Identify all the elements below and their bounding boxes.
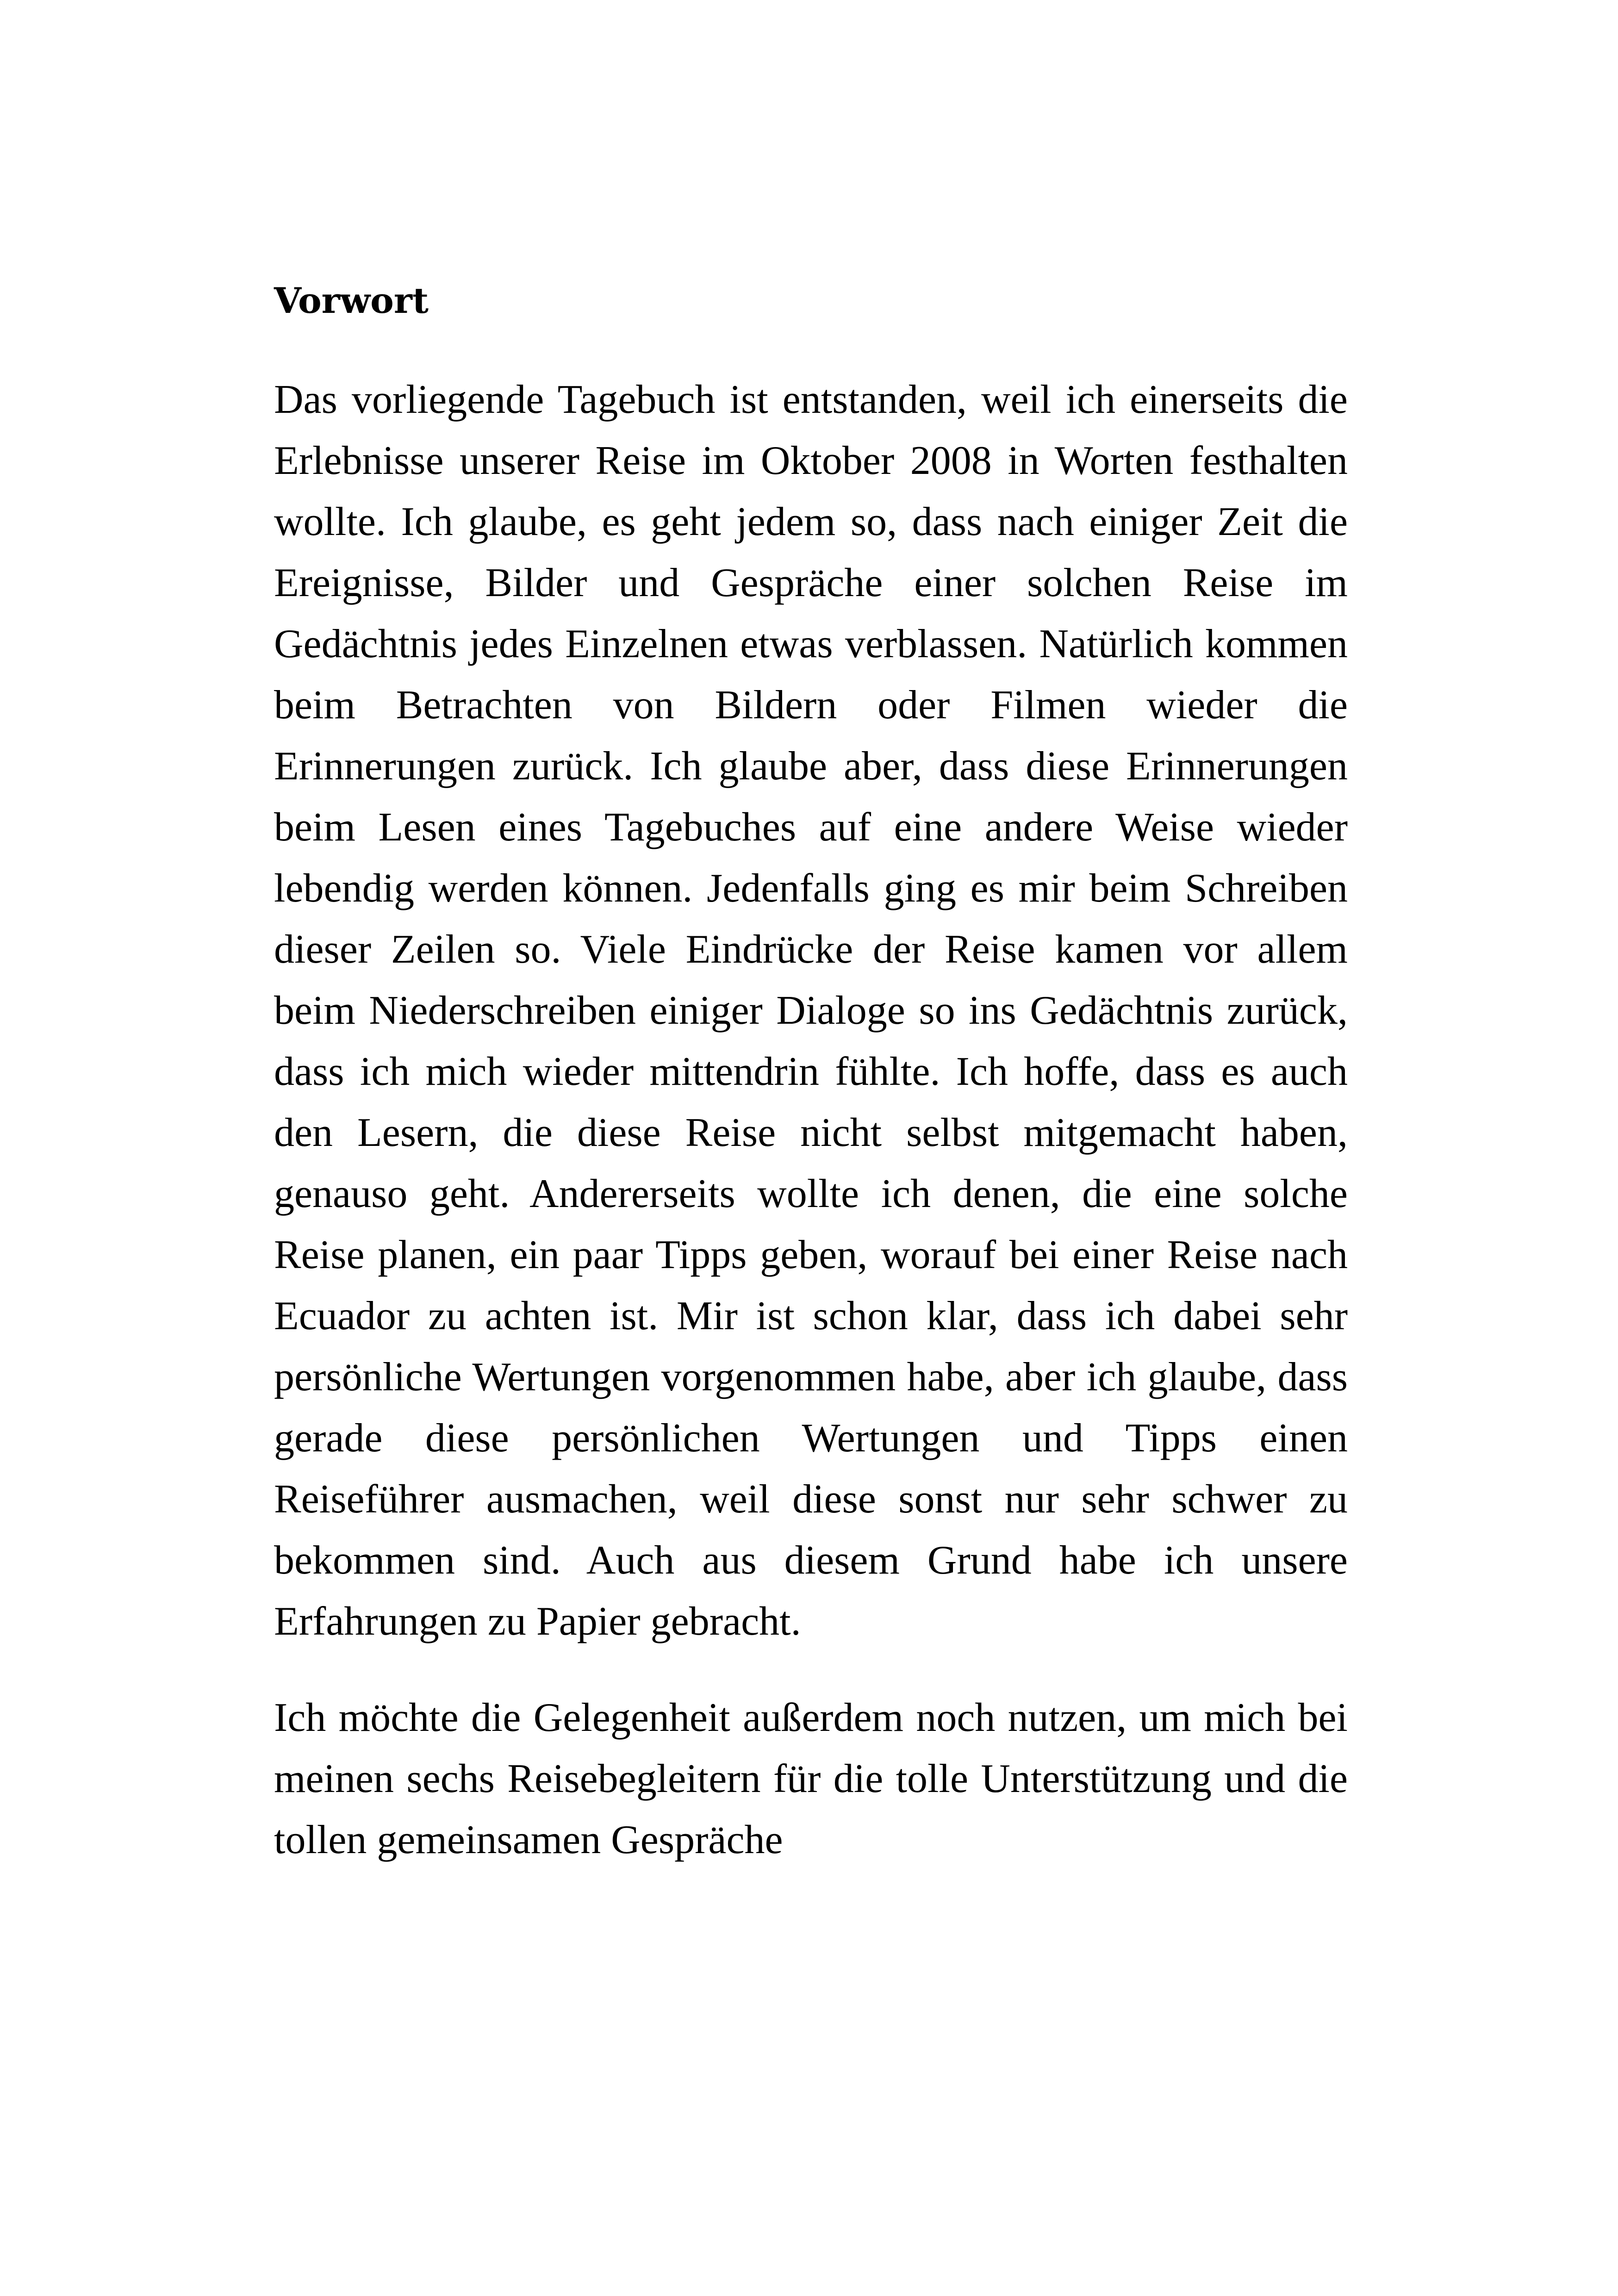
page-content bbox=[274, 271, 1348, 1871]
body-paragraph-1: Das vorliegende Tagebuch ist entstanden, weil ich einerseits die Erlebnisse unserer Reise im Oktober 2008 in Worten festhalten wollte. Ich glaube, es geht jedem so, dass nach einiger Zeit die Ereignisse, Bilder und Gespräche einer solchen Reise im Gedächtnis jedes Einzelnen etwas verblassen. Natürlich kommen beim Betrachten von Bildern oder Filmen wieder die Erinnerungen zurück. Ich glaube aber, dass diese Erinnerungen beim Lesen eines Tagebuches auf eine andere Weise wieder lebendig werden können. Jedenfalls ging es mir beim Schreiben dieser Zeilen so. Viele Eindrücke der Reise kamen vor allem beim Niederschreiben einiger Dialoge so ins Gedächtnis zurück, dass ich mich wieder mittendrin fühlte. Ich hoffe, dass es auch den Lesern, die diese Reise nicht selbst mitgemacht haben, genauso geht. Andererseits wollte ich denen, die eine solche Reise planen, ein paar Tipps geben, worauf bei einer Reise nach Ecuador zu achten ist. Mir ist schon klar, dass ich dabei sehr persönliche Wertungen vorgenommen habe, aber ich glaube, dass gerade diese persönlichen Wertungen und Tipps einen Reiseführer ausmachen, weil diese sonst nur sehr schwer zu bekommen sind. Auch aus diesem Grund habe ich unsere Erfahrungen zu Papier gebracht. bbox=[274, 377, 1348, 1644]
body-paragraph-2: Ich möchte die Gelegenheit außerdem noch nutzen, um mich bei meinen sechs Reisebegleitern für die tolle Unterstützung und die tollen gemeinsamen Gespräche bbox=[274, 1695, 1348, 1862]
page-title: Vorwort bbox=[274, 280, 429, 321]
